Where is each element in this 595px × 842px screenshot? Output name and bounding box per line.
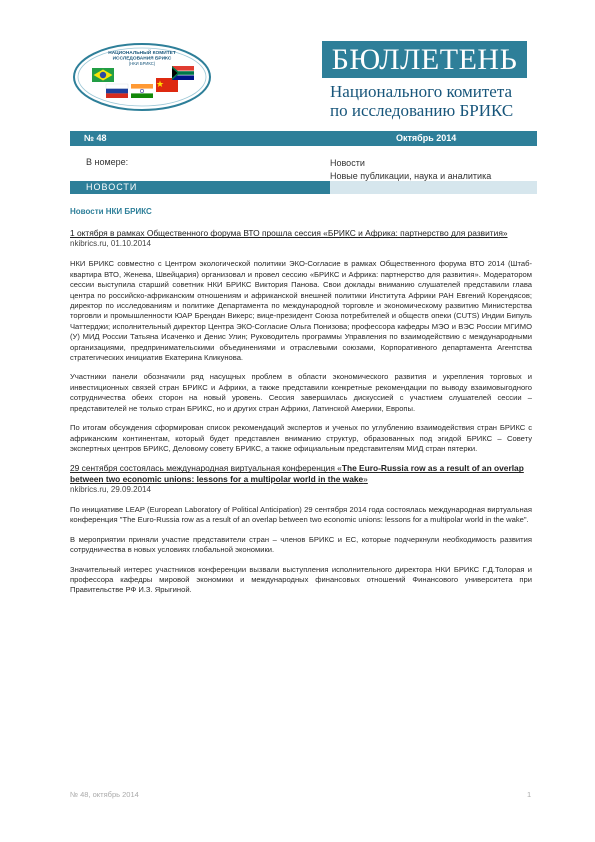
issue-bar [70, 131, 537, 146]
issue-number: № 48 [84, 133, 107, 143]
article-2-source: nkibrics.ru, 29.09.2014 [70, 484, 151, 494]
section-heading: Новости НКИ БРИКС [70, 207, 152, 216]
subtitle-line-1: Национального комитета [330, 82, 513, 101]
footer-issue: № 48, октябрь 2014 [70, 790, 139, 799]
main-content [70, 207, 532, 605]
article-2-title-end: » [363, 473, 368, 484]
table-of-contents [330, 157, 491, 183]
logo-text-1: НАЦИОНАЛЬНЫЙ КОМИТЕТ [108, 51, 176, 56]
article-2-title-bold: The Euro-Russia row as a result of an overlap between two economic unions: lessons for a multipolar world in the wake [70, 463, 524, 484]
south-africa-flag-icon [172, 66, 194, 80]
article-1-paragraph: НКИ БРИКС совместно с Центром экологической политики ЭКО-Согласие в рамках Общественного форума ВТО 2014 (Штаб-квартира ВТО, Женева, Швейцария) организовал и провел сессию «БРИКС и Африка: партнерство для развития». Модератором сессии выступила старший советник НКИ БРИКС Виктория Панова. Свои доклады вниманию слушателей представили глава центра по российско-африканским отношениям и африканской внешней политики Института Африки РАН Евгений Корендясов; директор по исследованиям и политике Департамента по международной торговле и экономическому развитию Министерства торговли и промышленности ЮАР Брендан Викерс; вице-президент Союза потребителей и обществ опеки (CUTS) Индии Бипуль Чаттерджи; исполнительный директор Центра ЭКО-Согласие Ольга Понизова; профессора кафедры МЭО и ВЭС России МГИМО (У) МИД России Татьяна Исаченко и Денис Улин; Руководитель программы Управления по взаимодействию с международными организациями, предпринимательскими объединениями и отраслевыми союзами, Корпоративного департамента Агентства стратегических инициатив Екатерина Кликунова. [70, 259, 532, 363]
russia-flag-icon [106, 84, 128, 98]
page-number: 1 [527, 790, 532, 799]
logo-text-2: ИССЛЕДОВАНИЯ БРИКС [112, 56, 172, 62]
article-2-title[interactable] [70, 463, 532, 484]
article-2-paragraph: Значительный интерес участников конференции вызвали выступления исполнительного директора НКИ БРИКС Г.Д.Толорая и профессора кафедры мировой экономики и международных финансовых отношений Финансового университета при Правительстве РФ И.З. Ярыгиной. [70, 564, 532, 595]
bulletin-subtitle [330, 82, 530, 120]
article-1-paragraph: Участники панели обозначили ряд насущных проблем в области экономического развития и укрепления торговых и инвестиционных связей стран БРИКС и Африки, а также представили конкретные рекомендации по выводу взаимовыгодного сотрудничества обеих сторон на новый уровень. Сессия завершилась дискуссией с участием слушателей сессии – представителей не только стран БРИКС, но и других стран Африки, Латинской Америки, Европы. [70, 372, 532, 413]
article-2-paragraph: В мероприятии приняли участие представители стран – членов БРИКС и ЕС, которые подчеркнули необходимость развития сотрудничества в новых условиях глобальной экономики. [70, 534, 532, 555]
section-tab-news: НОВОСТИ [70, 181, 330, 194]
brazil-flag-icon [92, 68, 114, 82]
article-1-paragraph: По итогам обсуждения сформирован список рекомендаций экспертов и ученых по углублению взаимодействия стран БРИКС с африканским континентам, который будет представлен вниманию структур, образованных под эгидой БРИКС – Совету экспертных центров БРИКС, Деловому совету БРИКС, а также официальным представителям МИД стран пятерки. [70, 423, 532, 453]
logo-text-3: (НКИ БРИКС) [128, 61, 156, 66]
section-bar [70, 181, 537, 194]
article-1-source: nkibrics.ru, 01.10.2014 [70, 239, 151, 248]
article-2-paragraph: По инициативе LEAP (European Laboratory of Political Anticipation) 29 сентября 2014 года состоялась международная виртуальная конференция "The Euro-Russia row as a result of an overlap between two economic unions: lessons for a multipolar world in the wake". [70, 504, 532, 525]
china-flag-icon [156, 78, 178, 92]
toc-item-news[interactable]: Новости [330, 158, 365, 168]
in-issue-label: В номере: [86, 157, 129, 167]
subtitle-line-2: по исследованию БРИКС [330, 101, 514, 120]
article-1-title[interactable]: 1 октября в рамках Общественного форума ВТО прошла сессия «БРИКС и Африка: партнерство для развития» [70, 228, 508, 239]
article-2-title-plain: 29 сентября состоялась международная виртуальная конференция « [70, 463, 342, 474]
bulletin-banner: БЮЛЛЕТЕНЬ [322, 41, 527, 78]
toc-item-publications[interactable]: Новые публикации, наука и аналитика [330, 171, 492, 181]
issue-date: Октябрь 2014 [396, 133, 457, 143]
india-flag-icon [131, 84, 153, 98]
brics-committee-logo [72, 42, 212, 112]
